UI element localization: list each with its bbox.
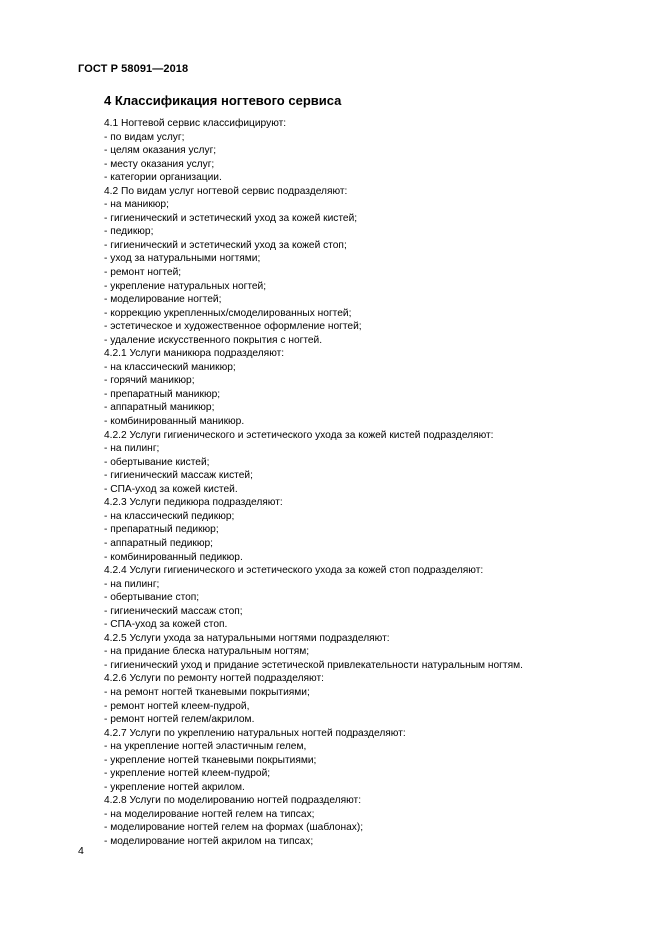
- text-line: - на придание блеска натуральным ногтям;: [104, 646, 310, 658]
- text-line: - коррекцию укрепленных/смоделированных ногтей;: [104, 307, 352, 319]
- text-line: - моделирование ногтей акрилом на типсах;: [104, 835, 314, 847]
- text-line: 4.2.5 Услуги ухода за натуральными ногтями подразделяют:: [104, 632, 390, 644]
- page-number: 4: [78, 845, 84, 857]
- text-line: 4.2 По видам услуг ногтевой сервис подразделяют:: [104, 185, 348, 197]
- text-line: - гигиенический уход и придание эстетической привлекательности натуральным ногтям.: [104, 659, 523, 671]
- text-line: 4.2.8 Услуги по моделированию ногтей подразделяют:: [104, 795, 362, 807]
- text-line: - эстетическое и художественное оформление ногтей;: [104, 321, 362, 333]
- text-line: - на моделирование ногтей гелем на типсах;: [104, 808, 315, 820]
- text-line: - укрепление ногтей акрилом.: [104, 781, 245, 793]
- text-line: - СПА-уход за кожей стоп.: [104, 619, 228, 631]
- text-line: - СПА-уход за кожей кистей.: [104, 483, 238, 495]
- text-line: - укрепление натуральных ногтей;: [104, 280, 267, 292]
- text-line: - аппаратный маникюр;: [104, 402, 215, 414]
- text-line: - ремонт ногтей;: [104, 267, 182, 279]
- text-line: - ремонт ногтей гелем/акрилом.: [104, 714, 255, 726]
- text-line: - комбинированный педикюр.: [104, 551, 243, 563]
- text-line: - укрепление ногтей клеем-пудрой;: [104, 768, 271, 780]
- text-line: - уход за натуральными ногтями;: [104, 253, 261, 265]
- text-line: 4.2.3 Услуги педикюра подразделяют:: [104, 497, 283, 509]
- text-line: - гигиенический и эстетический уход за кожей кистей;: [104, 212, 358, 224]
- text-line: - по видам услуг;: [104, 131, 185, 143]
- text-line: - целям оказания услуг;: [104, 145, 217, 157]
- text-line: - на пилинг;: [104, 578, 160, 590]
- text-line: - на укрепление ногтей эластичным гелем,: [104, 741, 307, 753]
- text-line: 4.2.6 Услуги по ремонту ногтей подразделяют:: [104, 673, 324, 685]
- text-line: - гигиенический массаж стоп;: [104, 605, 243, 617]
- section-title: 4 Классификация ногтевого сервиса: [104, 93, 342, 108]
- text-line: - на классический педикюр;: [104, 510, 235, 522]
- text-line: - педикюр;: [104, 226, 154, 238]
- text-line: - комбинированный маникюр.: [104, 416, 245, 428]
- text-line: - ремонт ногтей клеем-пудрой,: [104, 700, 250, 712]
- text-line: - гигиенический массаж кистей;: [104, 470, 253, 482]
- text-line: - на маникюр;: [104, 199, 169, 211]
- text-line: 4.2.1 Услуги маникюра подразделяют:: [104, 348, 285, 360]
- text-line: - аппаратный педикюр;: [104, 537, 214, 549]
- text-line: - обертывание стоп;: [104, 592, 200, 604]
- text-line: - обертывание кистей;: [104, 456, 210, 468]
- text-line: - удаление искусственного покрытия с ногтей.: [104, 334, 323, 346]
- text-line: 4.2.2 Услуги гигиенического и эстетического ухода за кожей кистей подразделяют:: [104, 429, 494, 441]
- text-line: - на классический маникюр;: [104, 361, 236, 373]
- text-line: - горячий маникюр;: [104, 375, 195, 387]
- document-header: ГОСТ Р 58091—2018: [78, 63, 189, 75]
- text-line: - гигиенический и эстетический уход за кожей стоп;: [104, 239, 347, 251]
- text-line: 4.2.4 Услуги гигиенического и эстетического ухода за кожей стоп подразделяют:: [104, 565, 484, 577]
- text-line: 4.2.7 Услуги по укреплению натуральных ногтей подразделяют:: [104, 727, 406, 739]
- text-line: - на ремонт ногтей тканевыми покрытиями;: [104, 686, 310, 698]
- text-line: 4.1 Ногтевой сервис классифицируют:: [104, 118, 287, 129]
- text-line: - категории организации.: [104, 172, 222, 184]
- text-line: - препаратный педикюр;: [104, 524, 219, 536]
- text-line: - моделирование ногтей;: [104, 294, 222, 306]
- text-line: - месту оказания услуг;: [104, 158, 215, 170]
- document-body: [104, 117, 604, 849]
- text-line: - препаратный маникюр;: [104, 388, 221, 400]
- text-line: - на пилинг;: [104, 443, 160, 455]
- text-line: - моделирование ногтей гелем на формах (шаблонах);: [104, 822, 364, 834]
- text-line: - укрепление ногтей тканевыми покрытиями;: [104, 754, 317, 766]
